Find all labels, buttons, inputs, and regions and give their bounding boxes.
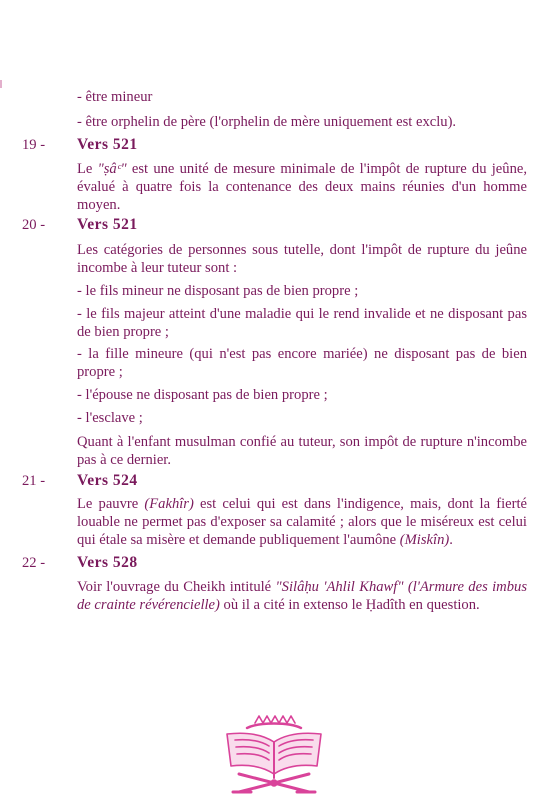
work-title: "Silâḥu 'Ahlil Khawf" (l'Armure des imbus de crainte révérencielle) [77,579,527,613]
note-heading: Vers 521 [77,216,138,233]
term: "ṣâᶜ" [97,161,127,177]
page-edge-mark [0,80,2,88]
note-heading: Vers 524 [77,472,138,489]
note-number: 19 - [22,137,46,153]
note-paragraph: Quant à l'enfant musulman confié au tuteur, son impôt de rupture n'incombe pas à ce dernier. [77,434,527,468]
note-number: 22 - [22,555,46,571]
note-paragraph: Le pauvre (Fakhîr) est celui qui est dans l'indigence, mais, dont la fierté louable ne permet pas d'exposer sa calamité ; alors que le miséreux est celui qui étale sa misère et demande publiquement l'aumône (Miskîn). [77,496,527,548]
list-item: - le fils majeur atteint d'une maladie qui le rend invalide et ne disposant pas de bien propre ; [77,306,527,340]
note-paragraph: Voir l'ouvrage du Cheikh intitulé "Silâḥu 'Ahlil Khawf" (l'Armure des imbus de crainte révérencielle) où il a cité in extenso le Ḥadîth en question. [77,579,527,613]
note-number: 21 - [22,473,46,489]
open-book-on-stand-icon [217,712,331,796]
list-item: - le fils mineur ne disposant pas de bien propre ; [77,283,359,299]
note-heading: Vers 528 [77,554,138,571]
list-item: - la fille mineure (qui n'est pas encore mariée) ne disposant pas de bien propre ; [77,346,527,380]
list-item: - être mineur [77,89,153,105]
list-item: - être orphelin de père (l'orphelin de mère uniquement est exclu). [77,114,457,130]
note-heading: Vers 521 [77,136,138,153]
note-paragraph: Les catégories de personnes sous tutelle, dont l'impôt de rupture du jeûne incombe à leur tuteur sont : [77,242,527,276]
note-number: 20 - [22,217,46,233]
term: (Miskîn) [399,532,450,548]
term: (Fakhîr) [144,496,194,512]
note-paragraph: Le "ṣâᶜ" est une unité de mesure minimale de l'impôt de rupture du jeûne, évalué à quatre fois la contenance des deux mains réunies d'un homme moyen. [77,161,527,213]
list-item: - l'épouse ne disposant pas de bien propre ; [77,387,328,403]
list-item: - l'esclave ; [77,410,143,426]
